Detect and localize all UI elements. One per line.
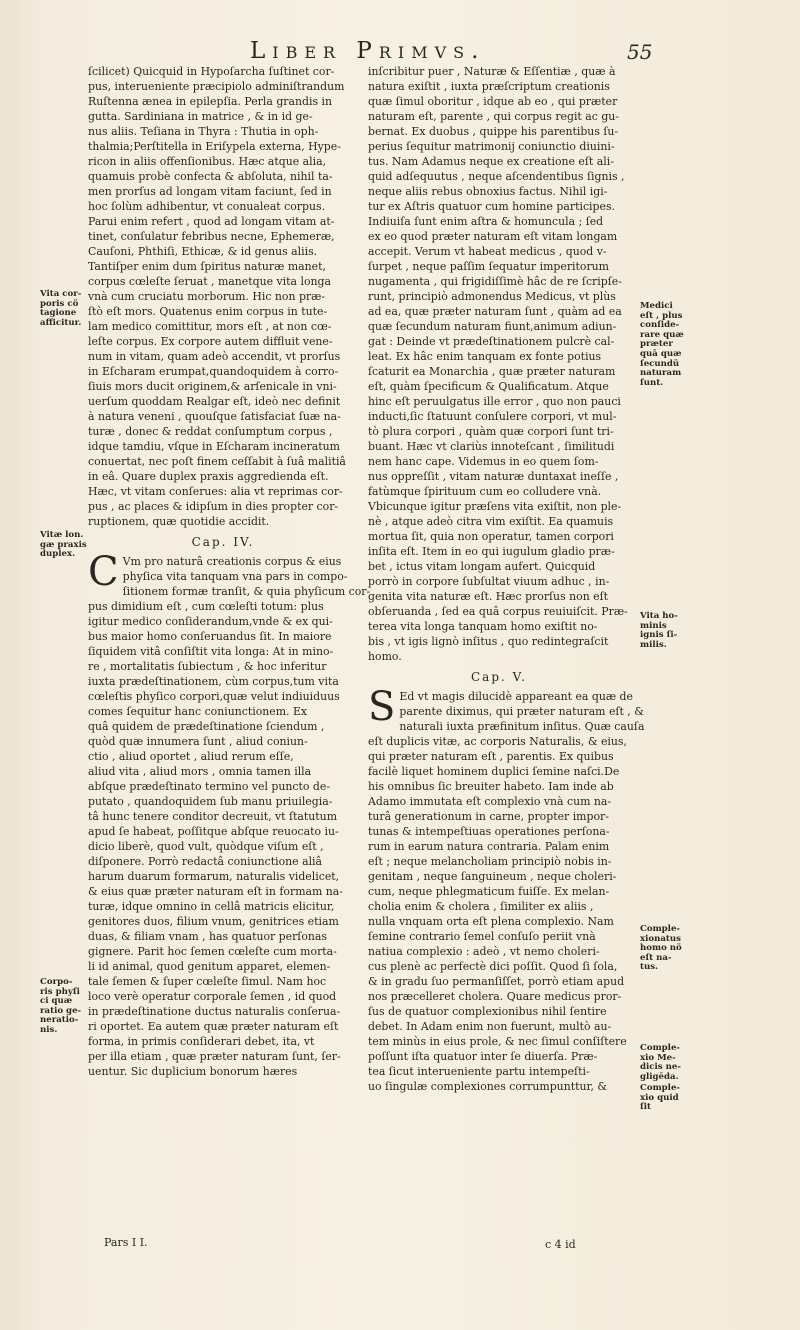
text-line: bernat. Ex duobus , quippe his parentibus ſu- xyxy=(368,125,619,138)
text-line: tur ex Aſtris quatuor cum homine participes. xyxy=(368,200,615,213)
text-line: inſcribitur puer , Naturæ & Eſſentiæ , quæ à xyxy=(368,65,616,78)
text-line: cœleſtis phyſico corpori,quæ velut indiuiduus xyxy=(88,690,340,703)
text-line: cum, neque phlegmaticum fuiſſe. Ex melan- xyxy=(368,885,610,898)
text-line: leſte corpus. Ex corpore autem diffluit vene- xyxy=(88,335,333,348)
text-line: uerſum quoddam Realgar eſt, ideò nec definit xyxy=(88,395,341,408)
text-line: tem minùs in eius prole, & nec ſimul conſiſtere xyxy=(368,1035,627,1048)
chapter-v-body xyxy=(368,684,645,1094)
text-line: nos præcelleret cholera. Quare medicus pror- xyxy=(368,990,622,1003)
text-line: genita vita naturæ eſt. Hæc prorſus non eſt xyxy=(368,590,609,603)
catchword-left: Pars I I. xyxy=(104,1236,148,1249)
text-line: men prorſus ad longam vitam faciunt, ſed in xyxy=(88,185,332,198)
drop-cap-c: C xyxy=(88,549,119,595)
text-line: perius ſequitur matrimonij coniunctio diuini- xyxy=(368,140,615,153)
chapter-heading-v: Cap. V. xyxy=(470,670,528,684)
text-line: comes ſequitur hanc coniunctionem. Ex xyxy=(88,705,308,718)
drop-cap-s: S xyxy=(368,684,396,730)
text-line: uentur. Sic duplicium bonorum hæres xyxy=(88,1065,298,1078)
text-line: quæ ſimul oboritur , idque ab eo , qui præter xyxy=(368,95,618,108)
text-line: à natura veneni , quouſque ſatisfaciat ſuæ na- xyxy=(88,410,341,423)
text-line: eſt, quàm ſpecificum & Qualificatum. Atque xyxy=(368,380,609,393)
text-line: turæ, idque omnino in cellâ matricis elicitur, xyxy=(88,900,335,913)
margin-note-line: Comple- xyxy=(640,1083,680,1093)
text-line: Adamo immutata eſt complexio vnà cum na- xyxy=(368,795,612,808)
text-line: aliud vita , aliud mors , omnia tamen illa xyxy=(88,765,312,778)
running-title: Liber Primvs. xyxy=(250,38,486,64)
text-line: Cauſoni, Phthiſi, Ethicæ, & id genus aliis. xyxy=(88,245,318,258)
margin-note-line: homo nö xyxy=(640,943,682,954)
margin-note-line: ſunt. xyxy=(640,377,664,388)
margin-note-line: conſide- xyxy=(640,320,680,331)
text-line: homo. xyxy=(368,650,402,663)
text-line: eſt ; neque melancholiam principiò nobis in- xyxy=(368,855,612,868)
right-column-text-part-1 xyxy=(368,64,630,664)
text-line: harum duarum formarum, naturalis videlicet, xyxy=(88,870,340,883)
text-line: Indiuiſa ſunt enim aſtra & homuncula ; ſed xyxy=(368,215,604,228)
text-line: tò plura corpori , quàm quæ corpori ſunt tri- xyxy=(368,425,614,438)
text-line: Parui enim refert , quod ad longam vitam at- xyxy=(88,215,335,228)
text-line: vnà cum cruciatu morborum. Hic non præ- xyxy=(88,290,326,303)
text-line: cus plenè ac perfectè dici poſſit. Quod ſi ſola, xyxy=(368,960,618,973)
text-line: accepit. Verum vt habeat medicus , quod v- xyxy=(368,245,607,258)
text-line: nugamenta , qui frigidiſſimè hâc de re ſcripſe- xyxy=(368,275,622,288)
text-line: natura exiſtit , iuxta præſcriptum creationis xyxy=(368,80,610,93)
margin-note-line: minis xyxy=(640,620,667,631)
text-line: genitam , neque ſanguineum , neque choleri- xyxy=(368,870,617,883)
text-line: ſtò eſt mors. Quatenus enim corpus in tute- xyxy=(88,305,328,318)
text-line: inducti,ſic ſtatuunt conſulere corpori, vt mul- xyxy=(368,410,617,423)
margin-note-line: ratio ge- xyxy=(40,1005,82,1016)
margin-note-line: Vita ho- xyxy=(640,611,678,621)
margin-note-line: Vita cor- xyxy=(40,289,82,299)
text-line: iuxta prædeſtinationem, cùm corpus,tum vita xyxy=(88,675,339,688)
text-line: natiua complexio : adeò , vt nemo choleri- xyxy=(368,945,600,958)
margin-note-line: xio quid xyxy=(640,1092,679,1103)
text-line: num in vitam, quam adeò accendit, vt prorſus xyxy=(88,350,341,363)
margin-note-left xyxy=(40,290,81,328)
margin-note-line: poris cö xyxy=(40,298,79,309)
text-line: tinet, conſulatur febribus necne, Ephemeræ, xyxy=(88,230,335,243)
text-line: phyſica vita tanquam vna pars in compo- xyxy=(122,570,348,583)
text-line: porrò in corpore ſubſultat viuum adhuc , in- xyxy=(368,575,610,588)
text-line: Ruſtenna ænea in epilepſia. Perla grandis in xyxy=(88,95,333,108)
margin-note-line: ris phyſi xyxy=(40,986,80,997)
text-line: naturam eſt, parente , qui corpus regit ac gu- xyxy=(368,110,619,123)
text-line: ri oportet. Ea autem quæ præter naturam eſt xyxy=(88,1020,339,1033)
text-line: ex eo quod præter naturam eſt vitam longam xyxy=(368,230,618,243)
margin-note-left xyxy=(40,531,87,560)
margin-note-right xyxy=(640,302,684,388)
text-line: ricon in aliis offenſionibus. Hæc atque alia, xyxy=(88,155,327,168)
text-line: ſurpet , neque paſſim ſequatur imperitorum xyxy=(368,260,609,273)
text-line: eſt duplicis vitæ, ac corporis Naturalis, & eius, xyxy=(368,735,627,748)
text-line: tus. Nam Adamus neque ex creatione eſt ali- xyxy=(368,155,614,168)
margin-note-line: quā quæ xyxy=(640,348,682,359)
text-line: ſus de quatuor complexionibus nihil ſentire xyxy=(368,1005,607,1018)
text-line: buant. Hæc vt clariùs innoteſcant , ſimilitudi xyxy=(368,440,615,453)
text-line: obſeruanda , ſed ea quâ corpus reuiuiſcit. Præ- xyxy=(368,605,628,618)
text-line: naturali iuxta præfinitum inſitus. Quæ cauſa xyxy=(399,720,645,733)
text-line: nem hanc cape. Videmus in eo quem ſom- xyxy=(368,455,599,468)
catchword-right: c 4 id xyxy=(545,1238,576,1251)
text-line: duas, & filiam vnam , has quatuor perſonas xyxy=(88,930,327,943)
text-line: nus aliis. Teſiana in Thyra : Thutia in oph- xyxy=(88,125,319,138)
text-line: Vbicunque igitur præſens vita exiſtit, non ple- xyxy=(368,500,622,513)
margin-note-line: Vitæ lon. xyxy=(40,530,84,540)
margin-note-line: Medici xyxy=(640,301,673,311)
margin-note-line: Corpo- xyxy=(40,977,73,987)
text-line: quæ ſecundum naturam fiunt,animum adiun- xyxy=(368,320,617,333)
text-line: gutta. Sardiniana in matrice , & in id ge- xyxy=(88,110,313,123)
text-line: turæ , donec & reddat conſumptum corpus , xyxy=(88,425,333,438)
text-line: terea vita longa tanquam homo exiſtit no- xyxy=(368,620,598,633)
text-line: facilè liquet hominem duplici ſemine naſci.De xyxy=(368,765,620,778)
margin-note-line: eſt , plus xyxy=(640,310,683,321)
text-line: Ed vt magis dilucidè appareant ea quæ de xyxy=(399,690,633,703)
margin-note-line: xio Me- xyxy=(640,1052,676,1063)
text-line: runt, principiò admonendus Medicus, vt plùs xyxy=(368,290,616,303)
text-line: pus, interueniente præcipiolo adminiſtrandum xyxy=(88,80,345,93)
text-line: bus maior homo conſeruandus ſit. In maiore xyxy=(88,630,332,643)
margin-note-line: rare quæ xyxy=(640,329,684,340)
text-line: igitur medico conſiderandum,vnde & ex qui- xyxy=(88,615,333,628)
text-line: genitores duos, filium vnum, genitrices etiam xyxy=(88,915,339,928)
text-line: tâ hunc tenere conditor decreuit, vt ſtatutum xyxy=(88,810,338,823)
text-line: tunas & intempeſtiuas operationes perſona- xyxy=(368,825,610,838)
text-line: nulla vnquam orta eſt plena complexio. Nam xyxy=(368,915,614,928)
margin-note-line: ſit xyxy=(640,1102,651,1113)
text-line: re , mortalitatis ſubiectum , & hoc inferitur xyxy=(88,660,327,673)
text-line: Hæc, vt vitam conſerues: alia vt reprimas cor- xyxy=(88,485,343,498)
text-line: ſcilicet) Quicquid in Hypoſarcha ſuſtinet cor- xyxy=(88,65,335,78)
text-line: uo ſingulæ complexiones corrumpunttur, & xyxy=(368,1080,608,1093)
text-line: lam medico comittitur, mors eſt , at non cœ- xyxy=(88,320,332,333)
left-column-text-part-2 xyxy=(88,549,371,1079)
text-line: bis , vt igis lignò inſitus , quo redintegraſcit xyxy=(368,635,609,648)
text-line: ad ea, quæ præter naturam ſunt , quàm ad ea xyxy=(368,305,622,318)
right-column-text-part-2 xyxy=(368,684,645,1094)
margin-note-line: ignis ſi- xyxy=(640,630,678,641)
margin-note-line: tagione xyxy=(40,308,77,319)
text-line: ſemine contrario ſemel conſuſo periit vnà xyxy=(368,930,596,943)
margin-note-right xyxy=(640,612,678,650)
text-line: conuertat, nec poſt finem ceſſabit à ſuâ malitiâ xyxy=(88,455,346,468)
text-line: pus , ac places & idipſum in dies propter cor- xyxy=(88,500,339,513)
text-line: thalmia;Perſtitella in Eriſypela externa, Hype- xyxy=(88,140,341,153)
text-line: Tantiſper enim dum ſpiritus naturæ manet, xyxy=(88,260,326,273)
text-line: ruptionem, quæ quotidie accidit. xyxy=(88,515,270,528)
text-line: diſponere. Porrò redactâ coniunctione aliâ xyxy=(88,855,323,868)
text-line: quamuis probè confecta & abſoluta, nihil ta- xyxy=(88,170,333,183)
margin-note-line: duplex. xyxy=(40,549,76,560)
text-line: ctio , aliud oportet , aliud rerum eſſe, xyxy=(88,750,294,763)
text-line: neque aliis rebus obnoxius factus. Nihil igi- xyxy=(368,185,608,198)
text-line: debet. In Adam enim non fuerunt, multò au- xyxy=(368,1020,612,1033)
margin-note-right xyxy=(640,1044,681,1082)
text-line: Vm pro naturâ creationis corpus & eius xyxy=(122,555,342,568)
margin-note-line: afficitur. xyxy=(40,317,82,328)
text-line: leat. Ex hâc enim tanquam ex fonte potius xyxy=(368,350,602,363)
text-line: hinc eſt peruulgatus ille error , quo non pauci xyxy=(368,395,621,408)
text-line: mortua ſit, quia non operatur, tamen corpori xyxy=(368,530,614,543)
text-line: nè , atque adeò citra vim exiſtit. Ea quamuis xyxy=(368,515,614,528)
text-line: tea ſicut interueniente partu intempeſti- xyxy=(368,1065,590,1078)
left-column-text-part-1 xyxy=(88,64,358,529)
text-line: ſitionem formæ tranſit, & quia phyſicum cor- xyxy=(122,585,371,598)
text-line: li id animal, quod genitum apparet, elemen- xyxy=(88,960,331,973)
text-line: dicio liberè, quod vult, quòdque viſum eſt , xyxy=(88,840,324,853)
text-line: parente diximus, qui præter naturam eſt , & xyxy=(399,705,644,718)
text-line: apud ſe habeat, poſſitque abſque reuocato iu- xyxy=(88,825,339,838)
margin-note-line: gligēda. xyxy=(640,1071,679,1082)
text-line: his omnibus ſic breuiter habeto. Iam inde ab xyxy=(368,780,614,793)
margin-note-line: dicis ne- xyxy=(640,1062,681,1073)
margin-note-line: gæ praxis xyxy=(40,539,87,550)
text-line: cholia enim & cholera , ſimiliter ex aliis , xyxy=(368,900,594,913)
text-line: bet , ictus vitam longam aufert. Quicquid xyxy=(368,560,596,573)
text-line: putato , quandoquidem ſub manu priuilegia- xyxy=(88,795,333,808)
margin-note-line: tus. xyxy=(640,962,659,973)
text-line: ſcaturit ea Monarchia , quæ præter naturam xyxy=(368,365,616,378)
text-line: gat : Deinde vt prædeſtinationem pulcrè cal- xyxy=(368,335,615,348)
chapter-heading-iv: Cap. IV. xyxy=(191,535,255,549)
text-line: ſiuis mors ducit originem,& arſenicale in vni- xyxy=(88,380,337,393)
margin-note-right xyxy=(640,925,682,973)
text-line: quid adſequutus , neque aſcendentibus ſignis , xyxy=(368,170,625,183)
margin-note-line: xionatus xyxy=(640,933,681,944)
margin-note-line: præter xyxy=(640,339,673,350)
text-line: abſque prædeſtinato termino vel puncto de- xyxy=(88,780,331,793)
margin-note-line: nis. xyxy=(40,1024,58,1035)
margin-note-line: naturam xyxy=(640,368,682,379)
text-line: quâ quidem de prædeſtinatione ſciendum , xyxy=(88,720,325,733)
text-line: rum in earum natura contraria. Palam enim xyxy=(368,840,610,853)
page-number: 55 xyxy=(627,40,653,64)
text-line: hoc ſolùm adhibentur, vt conualeat corpus. xyxy=(88,200,326,213)
margin-note-line: milis. xyxy=(640,639,667,650)
text-line: pus dimidium eſt , cum cœleſti totum: plus xyxy=(88,600,324,613)
text-line: nus oppreſſit , vitam naturæ duntaxat ineſſe , xyxy=(368,470,619,483)
text-line: in eâ. Quare duplex praxis aggredienda eſt. xyxy=(88,470,329,483)
text-line: ſiquidem vitâ conſiſtit vita longa: At in mino- xyxy=(88,645,334,658)
text-line: in prædeſtinatione ductus naturalis conſerua- xyxy=(88,1005,341,1018)
text-line: idque tamdiu, vſque in Eſcharam incineratum xyxy=(88,440,341,453)
text-line: fatùmque ſpirituum cum eo colludere vnà. xyxy=(368,485,602,498)
text-line: turâ generationum in carne, propter impor- xyxy=(368,810,609,823)
text-line: per illa etiam , quæ præter naturam ſunt, ſer- xyxy=(88,1050,341,1063)
text-line: in Eſcharam erumpat,quandoquidem à corro- xyxy=(88,365,339,378)
text-line: quòd quæ innumera ſunt , aliud coniun- xyxy=(88,735,308,748)
text-line: poſſunt iſta quatuor inter ſe diuerſa. Præ- xyxy=(368,1050,598,1063)
text-line: gignere. Parit hoc ſemen cœleſte cum morta- xyxy=(88,945,337,958)
margin-note-left xyxy=(40,978,81,1036)
text-line: forma, in primis conſiderari debet, ita, vt xyxy=(88,1035,315,1048)
text-line: inſita eſt. Item in eo qui iugulum gladio præ- xyxy=(368,545,615,558)
text-line: & in gradu ſuo permanſiſſet, porrò etiam apud xyxy=(368,975,625,988)
text-line: loco verè operatur corporale ſemen , id quod xyxy=(88,990,337,1003)
margin-note-line: ſecundū xyxy=(640,358,680,369)
margin-note-line: neratio- xyxy=(40,1015,79,1026)
margin-note-line: Comple- xyxy=(640,924,680,934)
margin-note-line: eſt na- xyxy=(640,952,672,963)
margin-note-right xyxy=(640,1084,680,1113)
margin-note-line: Comple- xyxy=(640,1043,680,1053)
margin-note-line: ci quæ xyxy=(40,996,73,1007)
text-line: tale ſemen & ſuper cœleſte ſimul. Nam hoc xyxy=(88,975,327,988)
right-text-column xyxy=(368,64,645,1094)
text-line: qui præter naturam eſt , parentis. Ex quibus xyxy=(368,750,614,763)
left-text-column xyxy=(88,64,371,1079)
text-line: corpus cœleſte ſeruat , manetque vita longa xyxy=(88,275,331,288)
text-line: & eius quæ præter naturam eſt in formam na- xyxy=(88,885,343,898)
chapter-iv-body xyxy=(88,549,371,1079)
